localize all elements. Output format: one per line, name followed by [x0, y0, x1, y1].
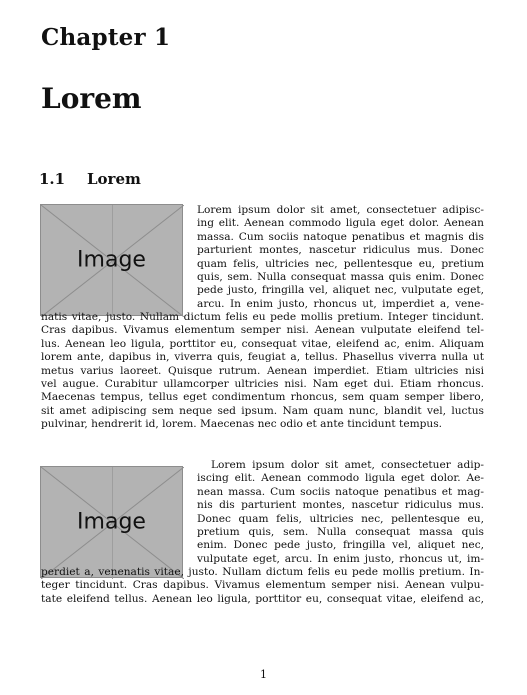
- text-line: pulvinar, hendrerit id, lorem. Maecenas nec odio et ante tincidunt tempus.: [41, 418, 443, 431]
- section-number: 1.1: [39, 170, 66, 188]
- text-line: parturient montes, nascetur ridiculus mus. Donec: [197, 244, 484, 257]
- text-line: quam felis, ultricies nec, pellentesque eu, pretium: [197, 257, 484, 270]
- paragraph-1-wrap: [197, 204, 484, 311]
- text-line: metus varius laoreet. Quisque rutrum. Aenean imperdiet. Etiam ultricies nisi: [41, 364, 484, 377]
- text-line: lorem ante, dapibus in, viverra quis, feugiat a, tellus. Phasellus viverra nulla ut: [41, 351, 484, 364]
- section-heading: [39, 170, 141, 188]
- chapter-title: Lorem: [41, 82, 142, 115]
- text-line: Cras dapibus. Vivamus elementum semper nisi. Aenean vulputate eleifend tel-: [41, 324, 484, 337]
- text-line: Maecenas tempus, tellus eget condimentum rhoncus, sem quam semper libero,: [41, 391, 484, 404]
- text-line: Lorem ipsum dolor sit amet, consectetuer adip-: [211, 459, 484, 471]
- text-line: pede justo, fringilla vel, aliquet nec, vulputate eget,: [197, 284, 484, 297]
- text-line: tate eleifend tellus. Aenean leo ligula, porttitor eu, consequat vitae, eleifend ac,: [41, 592, 484, 605]
- section-title: Lorem: [87, 170, 141, 188]
- text-line: enim. Donec pede justo, fringilla vel, aliquet nec,: [197, 539, 484, 552]
- text-line: teger tincidunt. Cras dapibus. Vivamus elementum semper nisi. Aenean vulpu-: [41, 579, 484, 592]
- text-line: quis, sem. Nulla consequat massa quis enim. Donec: [197, 270, 484, 283]
- text-line: nis dis parturient montes, nascetur ridiculus mus.: [197, 499, 484, 512]
- chapter-label: Chapter 1: [41, 24, 171, 51]
- text-line: arcu. In enim justo, rhoncus ut, imperdiet a, vene-: [197, 297, 484, 310]
- text-line: pretium quis, sem. Nulla consequat massa quis: [197, 525, 484, 538]
- text-line: vel augue. Curabitur ullamcorper ultricies nisi. Nam eget dui. Etiam rhoncus.: [41, 377, 484, 390]
- text-line: sit amet adipiscing sem neque sed ipsum. Nam quam nunc, blandit vel, luctus: [41, 404, 484, 417]
- text-line: lus. Aenean leo ligula, porttitor eu, consequat vitae, eleifend ac, enim. Aliquam: [41, 337, 484, 350]
- paragraph-1-body: [41, 311, 484, 432]
- image-placeholder-label: Image: [77, 509, 146, 535]
- text-line: massa. Cum sociis natoque penatibus et magnis dis: [197, 230, 484, 243]
- image-placeholder-2: [40, 466, 183, 578]
- image-placeholder-1: [40, 204, 183, 316]
- image-placeholder-label: Image: [77, 247, 146, 273]
- text-line: iscing elit. Aenean commodo ligula eget dolor. Ae-: [197, 472, 484, 485]
- text-line: vulputate eget, arcu. In enim justo, rhoncus ut, im-: [197, 552, 484, 565]
- page-number: 1: [260, 668, 267, 681]
- text-line: ing elit. Aenean commodo ligula eget dolor. Aenean: [197, 217, 484, 230]
- paragraph-2-body: [41, 566, 484, 606]
- text-line: Donec quam felis, ultricies nec, pellentesque eu,: [197, 512, 484, 525]
- text-line: Lorem ipsum dolor sit amet, consectetuer adipisc-: [197, 204, 484, 216]
- text-line: natis vitae, justo. Nullam dictum felis eu pede mollis pretium. Integer tincidunt.: [41, 311, 484, 323]
- text-line: nean massa. Cum sociis natoque penatibus et mag-: [197, 485, 484, 498]
- text-line: perdiet a, venenatis vitae, justo. Nullam dictum felis eu pede mollis pretium. In-: [41, 566, 484, 578]
- paragraph-2-wrap: [197, 459, 484, 566]
